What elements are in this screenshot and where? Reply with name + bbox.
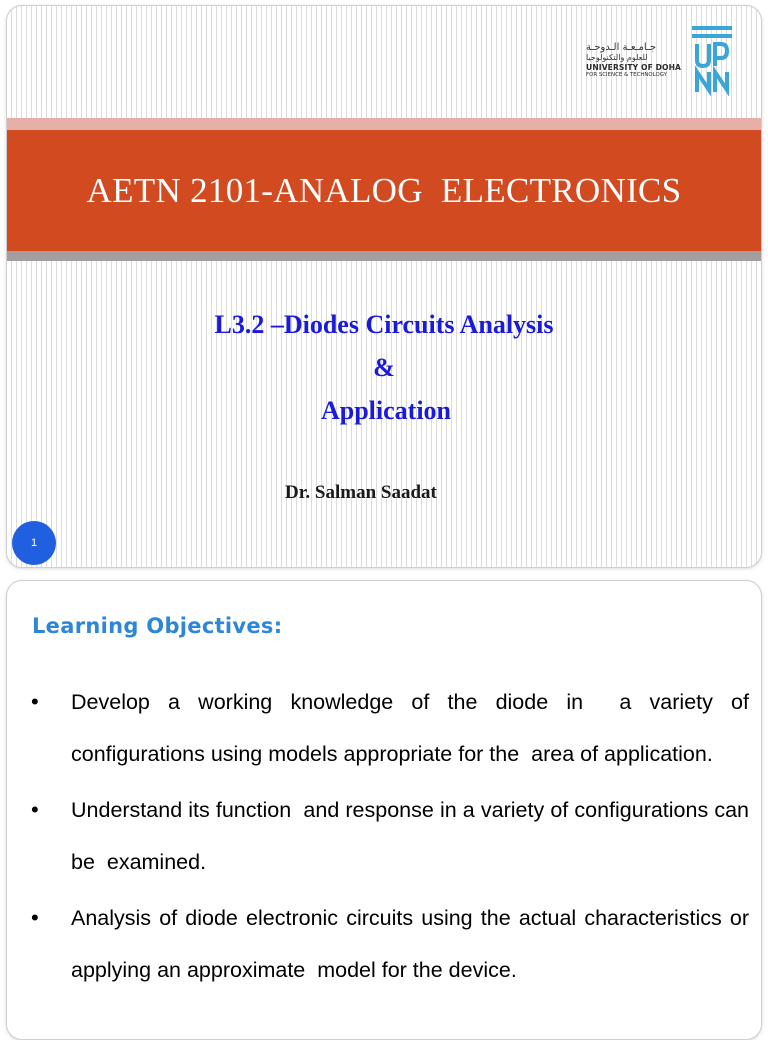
university-logo (586, 24, 735, 96)
slide-2[interactable] (6, 580, 762, 1040)
title-band-bottom-strip (7, 251, 761, 261)
slide-1[interactable] (6, 5, 762, 568)
title-band (7, 130, 761, 251)
logo-arabic-line-1: جـامـعـة الـدوحـة (586, 41, 657, 53)
bullet-icon: • (31, 905, 39, 930)
list-item (31, 676, 755, 780)
title-band-top-strip (7, 118, 761, 130)
bullet-icon: • (31, 689, 39, 714)
logo-text-block (586, 42, 681, 79)
logo-english-line-1: UNIVERSITY OF DOHA (586, 62, 681, 72)
list-item-text: Understand its function and response in a variety of configurations can be examined. (71, 798, 755, 874)
lecture-title-line-2: & (373, 353, 395, 382)
slide-number-label: 1 (30, 537, 38, 549)
slide-number-badge[interactable] (12, 521, 56, 565)
logo-english-line-2: FOR SCIENCE & TECHNOLOGY (586, 71, 667, 78)
learning-objectives-heading: Learning Objectives: (32, 614, 283, 638)
bullet-icon: • (31, 797, 39, 822)
course-title: AETN 2101-ANALOG ELECTRONICS (86, 170, 682, 210)
lecture-title-line-3: Application (320, 396, 452, 425)
logo-arabic-line-2: للعلوم والتكنولوجيا (586, 52, 648, 62)
list-item (31, 892, 755, 996)
lecture-title (7, 303, 761, 432)
presenter-name: Dr. Salman Saadat (285, 482, 437, 503)
lecture-title-line-1: L3.2 –Diodes Circuits Analysis (214, 310, 554, 339)
list-item-text: Analysis of diode electronic circuits using the actual characteristics or applying an approximate model for the device. (71, 906, 755, 982)
list-item-text: Develop a working knowledge of the diode in a variety of configurations using models appropriate for the area of application. (71, 690, 755, 766)
university-emblem-icon (689, 24, 735, 96)
objectives-list (31, 676, 755, 1000)
list-item (31, 784, 755, 888)
